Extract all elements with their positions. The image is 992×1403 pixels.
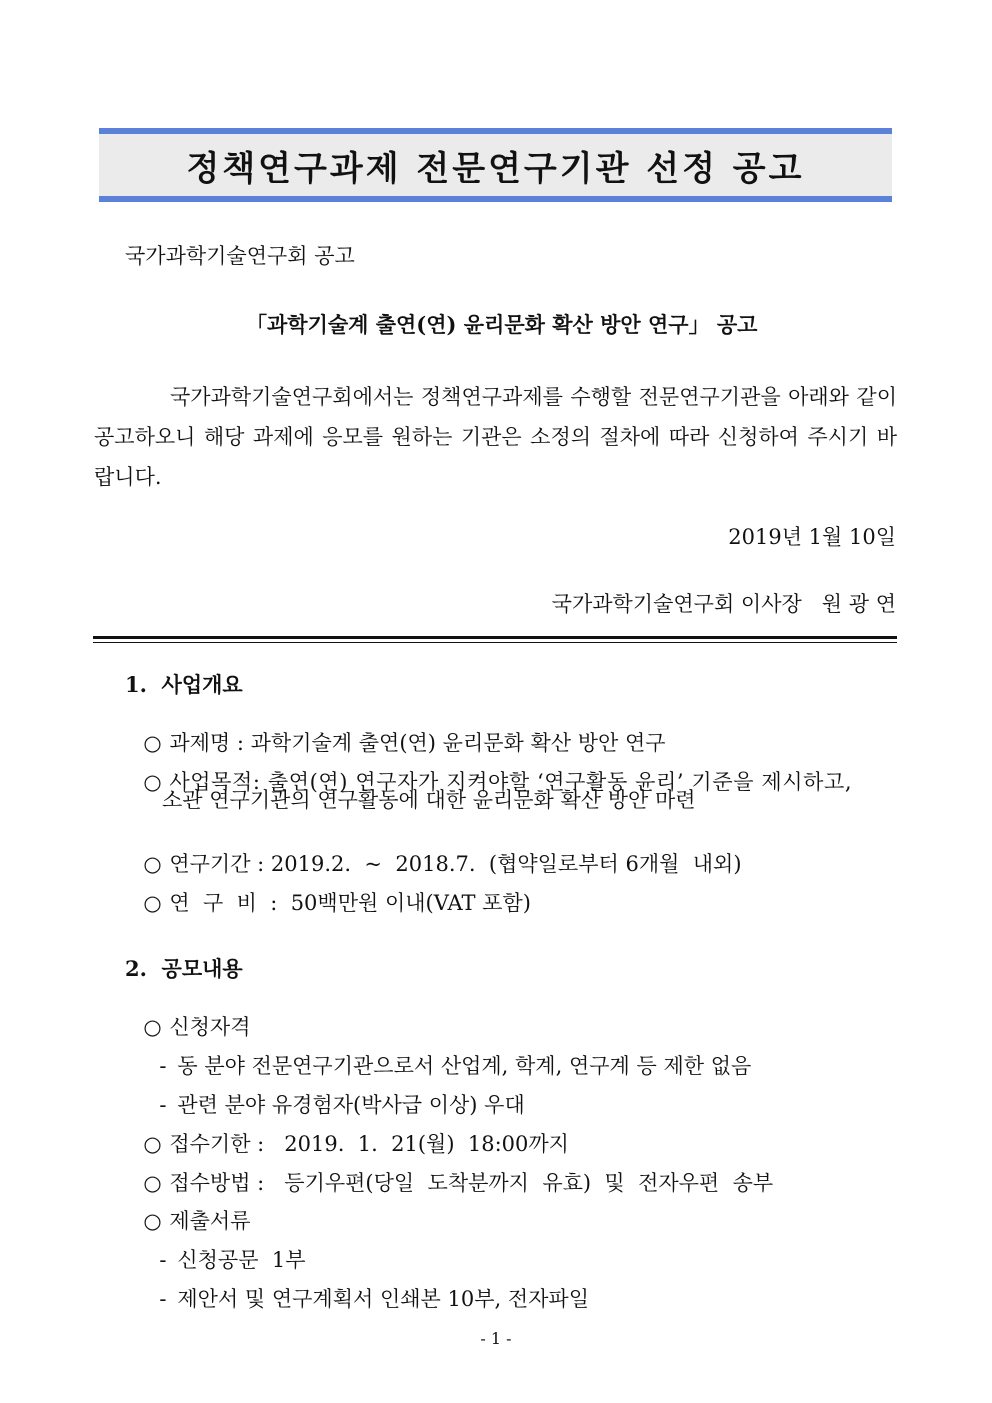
bullet-circle-icon: ○ bbox=[143, 1015, 162, 1039]
notice-date: 2019년 1월 10일 bbox=[728, 525, 896, 549]
item-text: 관련 분야 유경험자(박사급 이상) 우대 bbox=[177, 1093, 525, 1117]
documents-item bbox=[146, 1268, 589, 1310]
section1-item-purpose bbox=[130, 751, 897, 793]
item-text: 신청자격 bbox=[169, 1015, 251, 1039]
bullet-circle-icon: ○ bbox=[143, 770, 162, 794]
dash-icon: - bbox=[159, 1287, 167, 1311]
item-text: 접수기한 : 2019. 1. 21(월) 18:00까지 bbox=[169, 1132, 569, 1156]
item-text: 과제명 : 과학기술계 출연(연) 윤리문화 확산 방안 연구 bbox=[169, 731, 666, 755]
item-text: 제안서 및 연구계획서 인쇄본 10부, 전자파일 bbox=[177, 1287, 589, 1311]
section2-method bbox=[130, 1152, 773, 1194]
title-banner bbox=[99, 128, 892, 202]
qualification-item bbox=[146, 1035, 751, 1077]
section2-heading: 2. 공모내용 bbox=[125, 956, 243, 981]
section1-item-period bbox=[130, 833, 742, 875]
page-title: 정책연구과제 전문연구기관 선정 공고 bbox=[186, 148, 805, 189]
item-text: 연 구 비 : 50백만원 이내(VAT 포함) bbox=[169, 891, 531, 915]
bullet-circle-icon: ○ bbox=[143, 852, 162, 876]
section2-deadline bbox=[130, 1113, 569, 1155]
page-number: - 1 - bbox=[480, 1329, 512, 1348]
issuer-notice: 국가과학기술연구회 공고 bbox=[125, 244, 355, 268]
documents-item bbox=[146, 1229, 306, 1271]
item-text: 동 분야 전문연구기관으로서 산업계, 학계, 연구계 등 제한 없음 bbox=[177, 1054, 752, 1078]
section2-qualification bbox=[130, 996, 251, 1038]
divider-thin bbox=[93, 642, 897, 643]
dash-icon: - bbox=[159, 1248, 167, 1272]
bullet-circle-icon: ○ bbox=[143, 731, 162, 755]
signature: 국가과학기술연구회 이사장 원 광 연 bbox=[551, 592, 896, 616]
bullet-circle-icon: ○ bbox=[143, 1209, 162, 1233]
bullet-circle-icon: ○ bbox=[143, 1171, 162, 1195]
intro-paragraph: 국가과학기술연구회에서는 정책연구과제를 수행할 전문연구기관을 아래와 같이 공고하오니 해당 과제에 응모를 원하는 기관은 소정의 절차에 따라 신청하여 주시기 바랍니다. bbox=[94, 385, 897, 489]
dash-icon: - bbox=[159, 1054, 167, 1078]
section1-item-title bbox=[130, 712, 666, 754]
item-text: 사업목적: 출연(연) 연구자가 지켜야할 ‘연구활동 윤리’ 기준을 제시하고, bbox=[169, 770, 853, 794]
item-text: 제출서류 bbox=[169, 1209, 251, 1233]
notice-subject: 「과학기술계 출연(연) 윤리문화 확산 방안 연구」 공고 bbox=[246, 312, 758, 337]
dash-icon: - bbox=[159, 1093, 167, 1117]
section1-heading: 1. 사업개요 bbox=[125, 672, 243, 697]
section1-item-purpose-cont: 소관 연구기관의 연구활동에 대한 윤리문화 확산 방안 마련 bbox=[162, 788, 696, 812]
bullet-circle-icon: ○ bbox=[143, 891, 162, 915]
item-text: 신청공문 1부 bbox=[177, 1248, 306, 1272]
section1-item-budget bbox=[130, 872, 531, 914]
item-text: 접수방법 : 등기우편(당일 도착분까지 유효) 및 전자우편 송부 bbox=[169, 1171, 774, 1195]
item-text: 연구기간 : 2019.2. ~ 2018.7. (협약일로부터 6개월 내외) bbox=[169, 852, 742, 876]
divider-thick bbox=[93, 636, 897, 639]
qualification-item bbox=[146, 1074, 525, 1116]
bullet-circle-icon: ○ bbox=[143, 1132, 162, 1156]
section2-documents bbox=[130, 1190, 251, 1232]
